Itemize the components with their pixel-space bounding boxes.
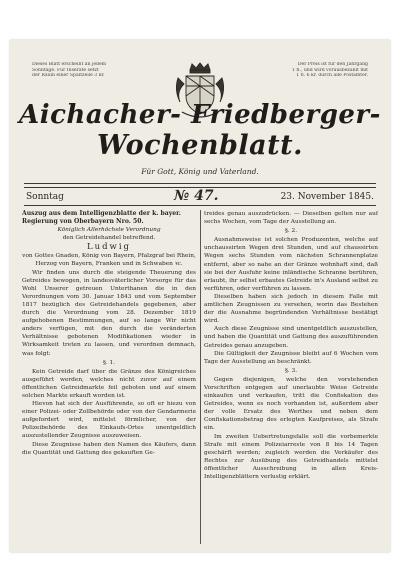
article-paragraph: §. 3. xyxy=(284,367,298,374)
article-paragraph: Auch diese Zeugnisse sind unentgeldlich auszustellen, und haben die Quantität und Gattung des auszuführenden Getreides genau anzugeben. xyxy=(204,326,378,349)
issue-day: Sonntag xyxy=(26,192,64,202)
article-paragraph: Königlich Allerhöchste Verordnung xyxy=(57,227,161,234)
article-paragraph: Diese Zeugnisse haben den Namen des Käufers, dann die Quantität und Gattung des gekauften Ge- xyxy=(22,441,196,456)
article-paragraph: Auszug aus dem Intelligenzblatte der k. bayer. Regierung von Oberbayern Nro. 50. xyxy=(22,210,181,226)
masthead-title-line-1: Aichacher- Friedberger- xyxy=(19,100,381,130)
column-divider xyxy=(200,210,201,544)
article-paragraph: den Getreidehandel betreffend. xyxy=(62,235,156,242)
notice-line: der Raum einer Spaltzeile 3 kr. xyxy=(32,73,105,79)
notice-line: 1 fl., und wird vorausbezahlt mit xyxy=(292,67,368,73)
newspaper-page xyxy=(10,40,390,552)
article-paragraph: Gegen diejenigen, welche den vorstehenden Vorschriften entgegen auf unerlaubte Weise Getreide einkaufen und verkaufen, tritt die Confiskation des Getreides, wenn es noch vorhanden ist, außerdem aber der volle Ersatz des Werthes und neben dem Confiskationsbetrag des erlegten Kaufpreises, als Strafe ein. xyxy=(204,376,378,432)
notice-line: Dieses Blatt erscheint an jedem xyxy=(32,62,107,67)
divider xyxy=(24,205,376,206)
article-paragraph: Ausnahmsweise ist solchen Produzenten, welche auf unchaussirten Wegen drei Stunden, und auf chaussirten Wegen sechs Stunden vom nächsten Schrannenplatze entfernt, aber so nahe an der Gränze wohnhaft sind, daß sie bei der Ausfuhr keine inländische Schranne berühren, erlaubt, ihr selbst erbautes Getreide in's Ausland selbst zu verführen, oder verführen zu lassen. xyxy=(204,237,378,292)
article-paragraph: Wir finden uns durch die steigende Theuerung des Getreides bewogen, in landesväterlicher Vorsorge für das Wohl Unserer getreuen Unterthanen die in den Verordnungen vom 30. Januar 1843 und vom September 1817 bezüglich des Getreidehandels gegebenen, aber durch die Verordnung vom 28. Dezember 1819 aufgehobenen Bestimmungen, auf so lange Wir nicht anders verfügen, mit den durch die veränderten Verhältnisse gebotenen Modifikationen wieder in Wirksamkeit treten zu lassen, und verordnen demnach, was folgt: xyxy=(22,269,196,357)
article-paragraph: von Gottes Gnaden, König von Bayern, Pfalzgraf bei Rhein, xyxy=(22,253,196,260)
notice-line: Der Preis ist für den Jahrgang xyxy=(297,62,368,67)
issue-date: 23. November 1845. xyxy=(280,192,374,202)
left-column xyxy=(22,210,196,546)
article-paragraph: Kein Getreide darf über die Gränze des Königreiches ausgeführt werden, welches nicht zuvor auf einem öffentlichen Getreidmarkte feil geboten und auf einem solchen Markte erkauft worden ist. xyxy=(22,368,196,399)
issue-row xyxy=(24,188,376,205)
article-paragraph: Ludwig xyxy=(87,242,131,253)
article-paragraph: §. 1. xyxy=(102,359,116,366)
right-column xyxy=(204,210,378,546)
article-paragraph: Die Gültigkeit der Zeugnisse bleibt auf 6 Wochen vom Tage der Ausstellung an beschränkt. xyxy=(204,350,378,365)
article-paragraph: Herzog von Bayern, Franken und in Schwaben ꝛc. xyxy=(35,261,183,268)
divider xyxy=(24,183,376,184)
article-paragraph: Hievon hat sich der Ausführende, so oft er hiezu von einer Polizei- oder Zollbehörde oder von der Gendarmerie aufgefordert wird, mittelst förmlicher, von der Polizeibehörde des Einkaufs-Ortes unentgeldlich auszustellender Zeugnisse auszuweisen. xyxy=(22,401,196,440)
notice-line: 1 fl. 6 kr. durch alle Postämter. xyxy=(296,73,368,79)
article-paragraph: Dieselben haben sich jedoch in diesem Falle mit amtlichen Zeugnissen zu versehen, worin das Bestehen der die Ausnahme begründenden Verhältnisse bestätigt wird. xyxy=(204,293,378,325)
notice-line: Sonntage. Für Inserate setzt xyxy=(32,67,99,73)
masthead-motto: Für Gott, König und Vaterland. xyxy=(141,167,259,176)
article-paragraph: §. 2. xyxy=(284,228,298,235)
subscription-notice-right xyxy=(276,62,368,79)
subscription-notice-left xyxy=(32,62,124,79)
issue-number: № 47. xyxy=(174,188,219,204)
article-paragraph: Im zweiten Uebertretungsfalle soll die vorbemerkte Strafe mit einem Polizeiarreste von 8 bis 14 Tagen geschärft werden; zugleich werden die Verkäufer des Rechtes zur Ausübung des Getreidhandels mittelst öffentlicher Ausschreibung in allen Kreis-Intelligenzblättern verlustig erklärt. xyxy=(204,433,378,480)
masthead-title-line-2: Wochenblatt. xyxy=(97,130,303,161)
article-paragraph: treides genau auszudrücken. — Dieselben gelten nur auf sechs Wochen, vom Tage der Ausstellung an. xyxy=(204,211,378,226)
